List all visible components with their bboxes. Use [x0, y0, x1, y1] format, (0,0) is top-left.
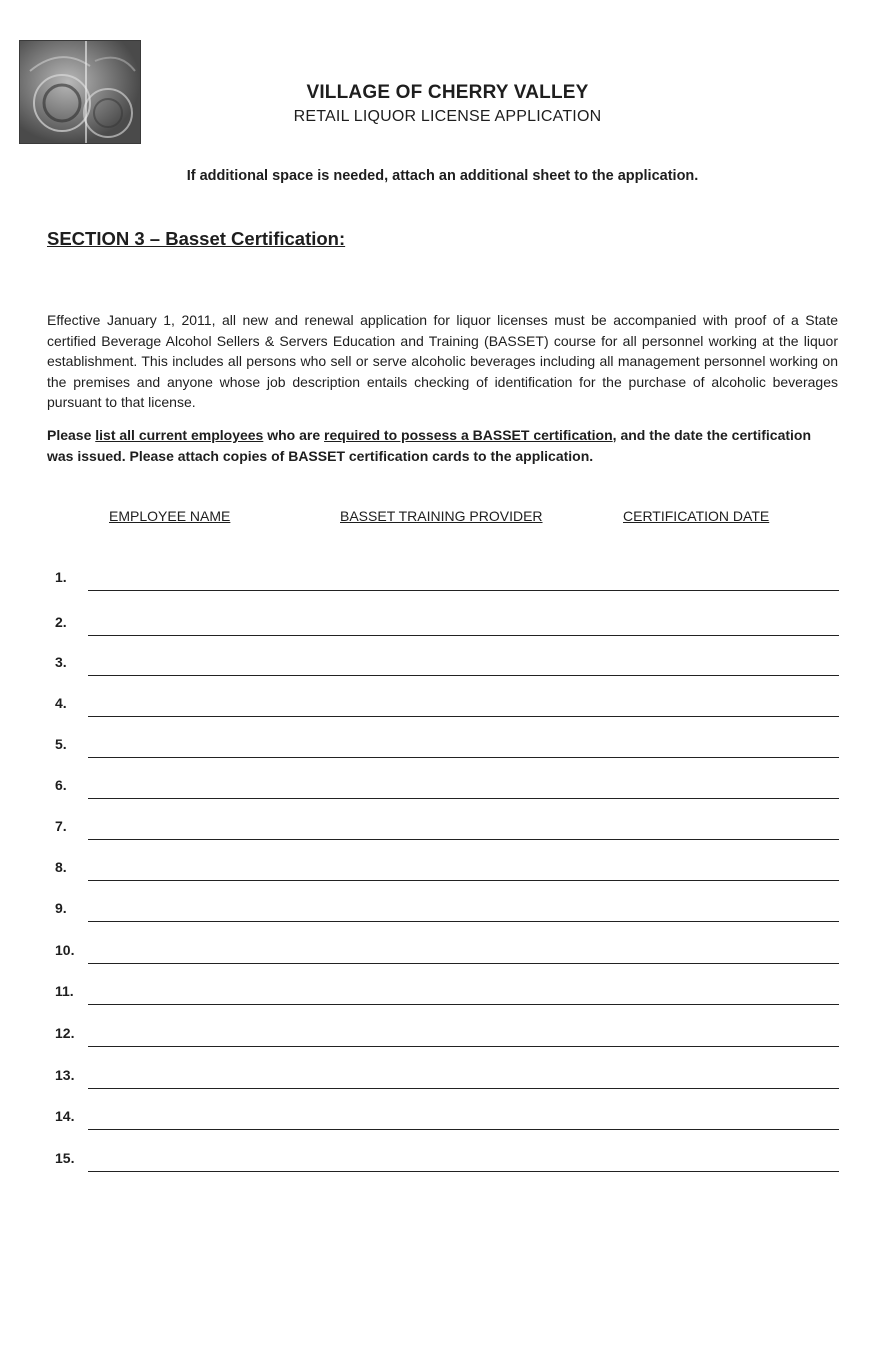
entry-row: [55, 654, 839, 676]
entry-number: 11.: [55, 983, 74, 999]
entry-row: [55, 983, 839, 1005]
entry-number: 5.: [55, 736, 67, 752]
entry-blank-line[interactable]: [88, 880, 839, 881]
entry-number: 3.: [55, 654, 67, 670]
entry-row: [55, 942, 839, 964]
entry-number: 10.: [55, 942, 75, 958]
entry-blank-line[interactable]: [88, 590, 839, 591]
basset-requirement-paragraph: Effective January 1, 2011, all new and renewal application for liquor licenses must be accompanied with proof of a State certified Beverage Alcohol Sellers & Servers Education and Training (BASSET) course for all personnel working at the liquor establishment. This includes all persons who sell or serve alcoholic beverages including all management personnel working on the premises and anyone whose job description entails checking of identification for the purchase of alcoholic beverages pursuant to that license.: [47, 312, 838, 410]
instructions-paragraph: [47, 425, 838, 466]
entry-number: 12.: [55, 1025, 75, 1041]
column-header-training-provider: BASSET TRAINING PROVIDER: [340, 508, 543, 524]
entry-blank-line[interactable]: [88, 839, 839, 840]
entry-blank-line[interactable]: [88, 963, 839, 964]
instructions-part-4: required to possess a BASSET certification: [324, 427, 613, 443]
instructions-part-3: who are: [263, 427, 325, 443]
entry-row: [55, 736, 839, 758]
entry-number: 9.: [55, 900, 67, 916]
entry-row: [55, 859, 839, 881]
entry-row: [55, 1150, 839, 1172]
entry-row: [55, 1108, 839, 1130]
entry-row: [55, 1025, 839, 1047]
entry-number: 7.: [55, 818, 67, 834]
application-subtitle: RETAIL LIQUOR LICENSE APPLICATION: [293, 108, 602, 125]
instructions-part-2: list all current employees: [95, 427, 264, 443]
entry-number: 4.: [55, 695, 67, 711]
entry-number: 8.: [55, 859, 67, 875]
entry-row: [55, 614, 839, 636]
entry-row: [55, 777, 839, 799]
entry-blank-line[interactable]: [88, 1129, 839, 1130]
entry-blank-line[interactable]: [88, 798, 839, 799]
entry-blank-line[interactable]: [88, 1088, 839, 1089]
column-header-employee-name: EMPLOYEE NAME: [109, 508, 231, 524]
entry-number: 1.: [55, 569, 67, 585]
entry-blank-line[interactable]: [88, 716, 839, 717]
entry-number: 15.: [55, 1150, 75, 1166]
village-title: VILLAGE OF CHERRY VALLEY: [306, 82, 589, 103]
entry-row: [55, 695, 839, 717]
entry-blank-line[interactable]: [88, 1171, 839, 1172]
entry-number: 13.: [55, 1067, 75, 1083]
entry-number: 6.: [55, 777, 67, 793]
entry-blank-line[interactable]: [88, 635, 839, 636]
instructions-part-5: , and the date the certification was issued. Please attach copies of BASSET certification cards to the application.: [47, 427, 812, 464]
entry-blank-line[interactable]: [88, 757, 839, 758]
section-title: SECTION 3 – Basset Certification:: [47, 228, 346, 249]
entry-number: 14.: [55, 1108, 75, 1124]
entry-row: [55, 818, 839, 840]
entry-row: [55, 569, 839, 591]
entry-blank-line[interactable]: [88, 1004, 839, 1005]
entry-blank-line[interactable]: [88, 1046, 839, 1047]
column-header-certification-date: CERTIFICATION DATE: [623, 508, 770, 524]
entry-row: [55, 900, 839, 922]
entry-row: [55, 1067, 839, 1089]
additional-space-notice: If additional space is needed, attach an additional sheet to the application.: [186, 168, 699, 184]
entry-blank-line[interactable]: [88, 675, 839, 676]
entry-number: 2.: [55, 614, 67, 630]
instructions-part-1: Please: [47, 427, 96, 443]
entry-blank-line[interactable]: [88, 921, 839, 922]
